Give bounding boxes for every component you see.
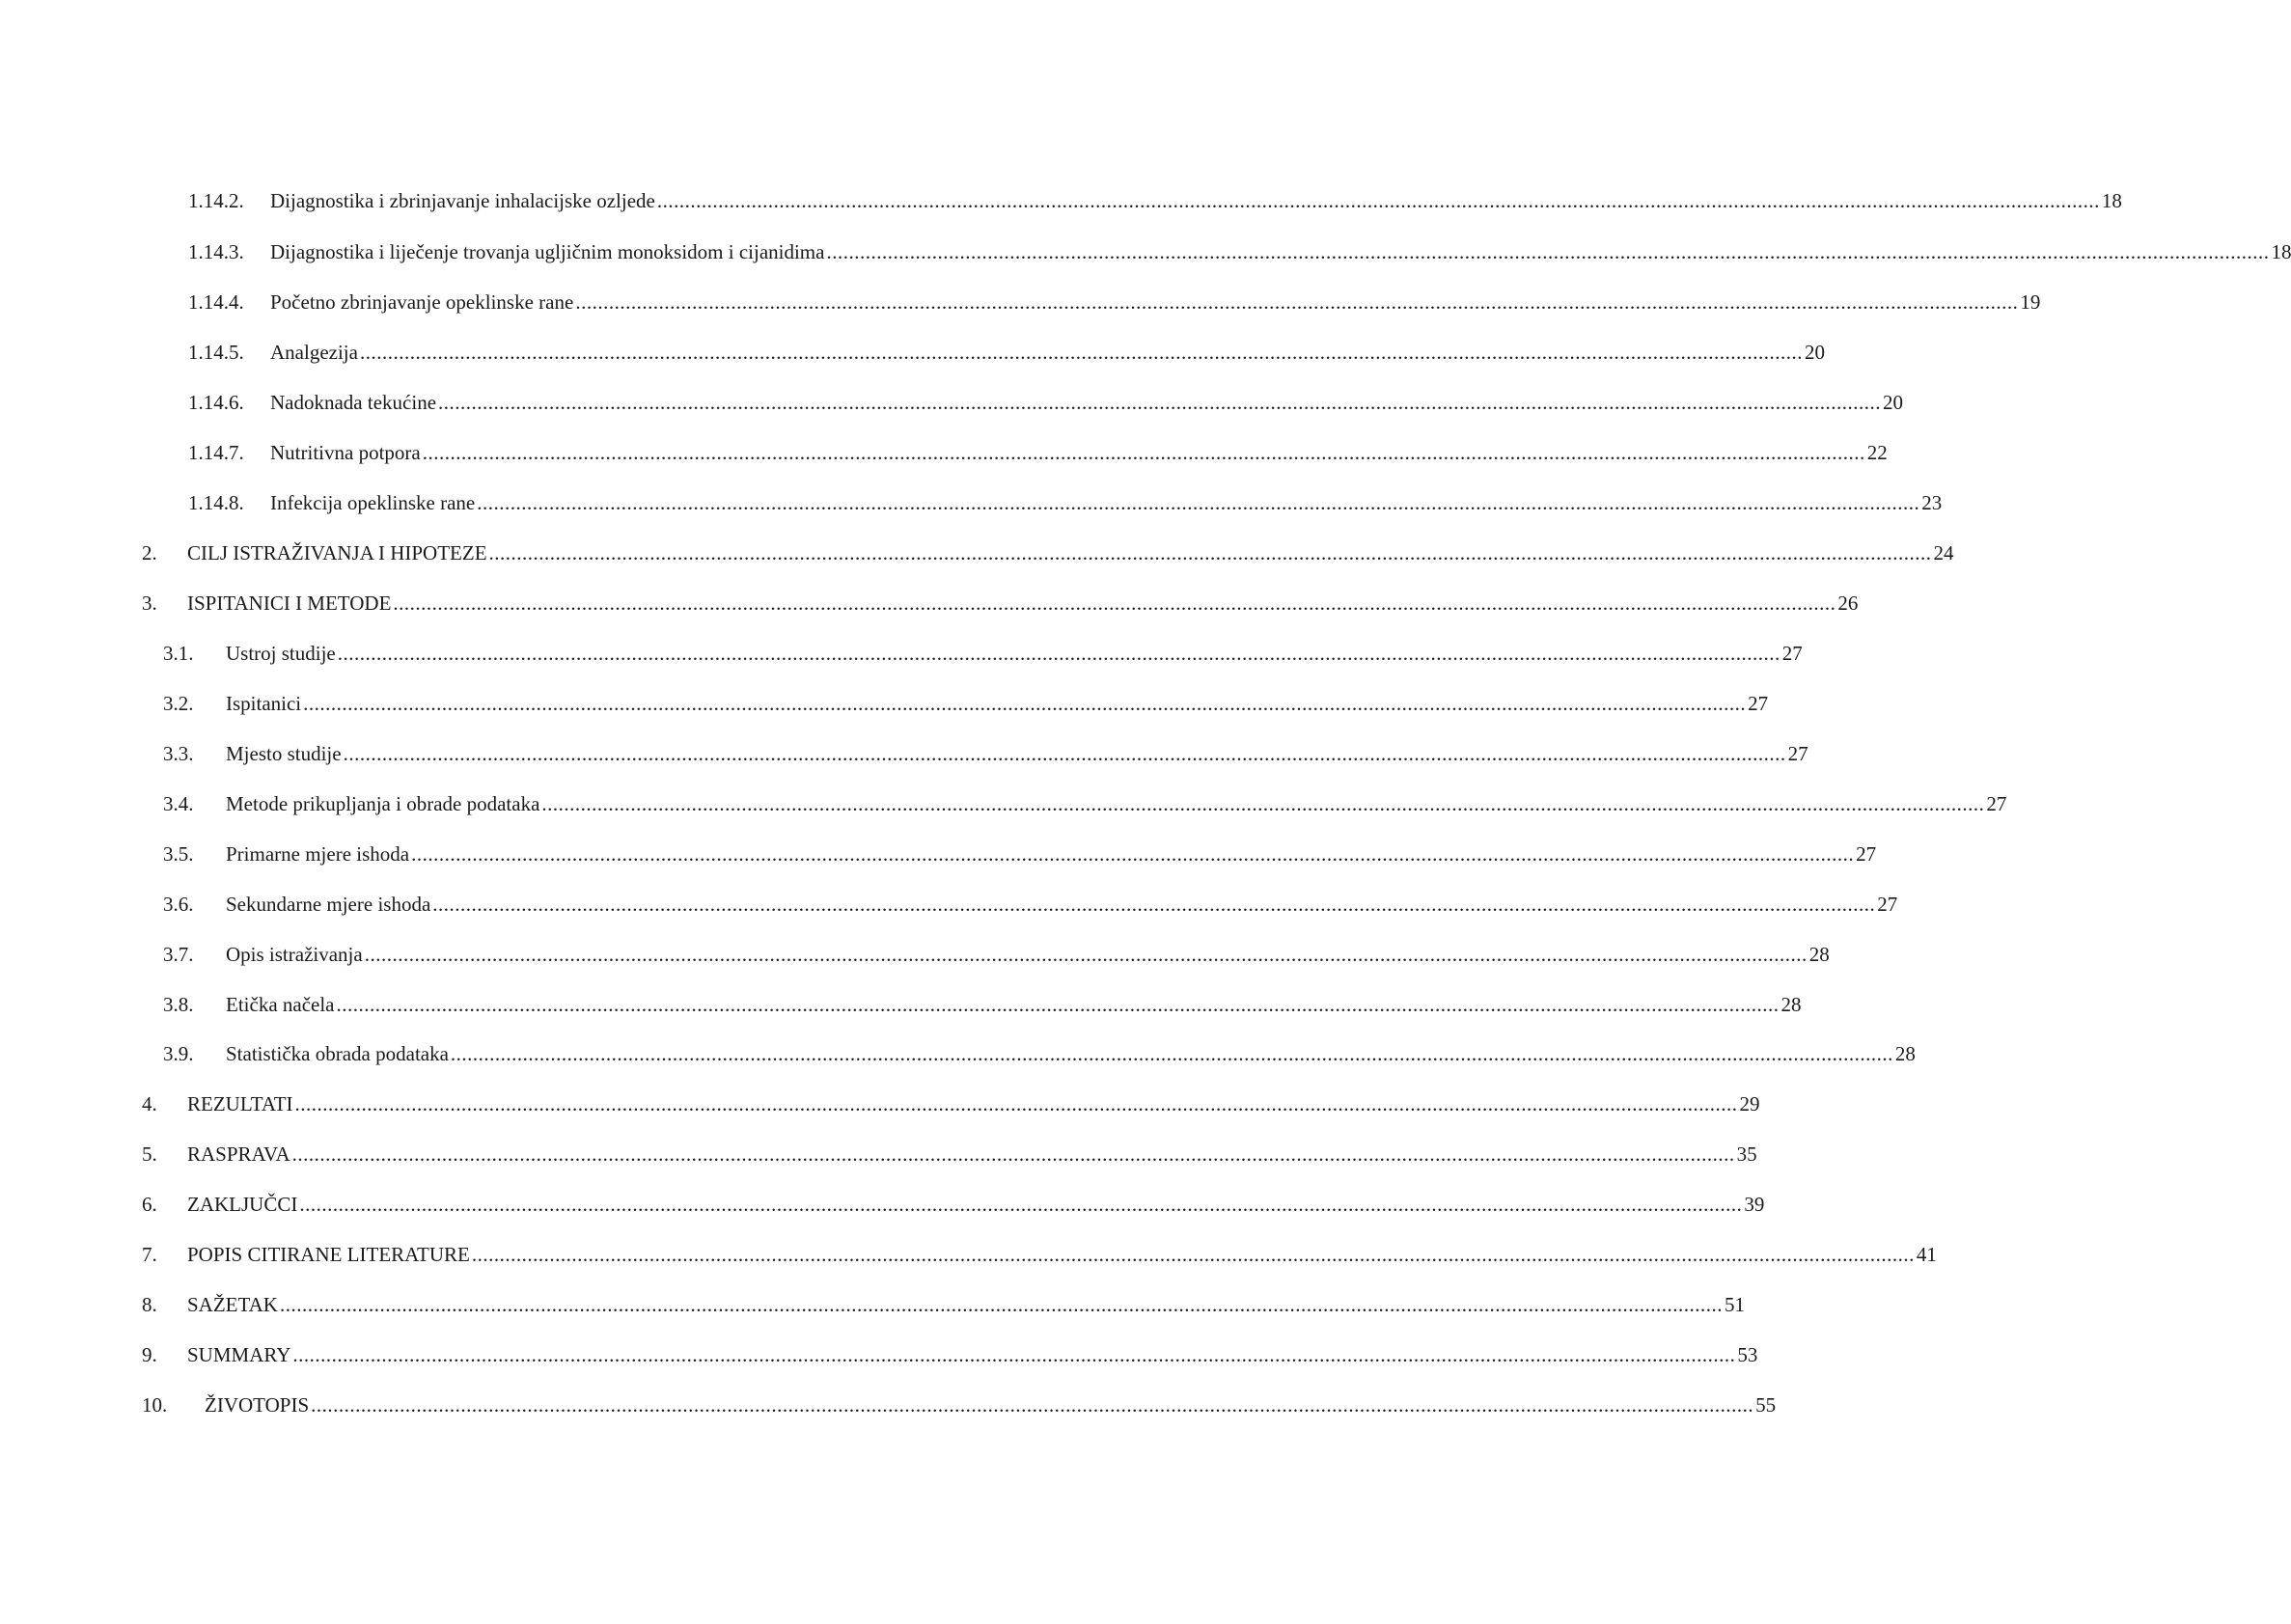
toc-entry-title: ISPITANICI I METODE	[187, 592, 392, 615]
toc-entry-number: 6.	[142, 1193, 157, 1216]
toc-entry[interactable]	[0, 787, 2007, 820]
toc-entry-number: 3.5.	[163, 842, 194, 866]
toc-entry-number: 1.14.5.	[188, 341, 244, 364]
toc-entry-line	[187, 1338, 1758, 1371]
toc-entry-number: 2.	[142, 541, 157, 564]
toc-entry[interactable]	[0, 1238, 1937, 1271]
toc-entry-line	[226, 787, 2007, 820]
dot-leader: ....................................................................................................................................................................................................................................................................	[336, 993, 1780, 1016]
toc-entry-page: 35	[1736, 1142, 1757, 1166]
toc-entry-number: 3.9.	[163, 1042, 194, 1065]
dot-leader: ....................................................................................................................................................................................................................................................................	[471, 1243, 1915, 1266]
toc-entry-page: 20	[1883, 391, 1904, 414]
toc-entry[interactable]	[0, 184, 2122, 217]
toc-entry[interactable]	[0, 1087, 1760, 1120]
toc-entry-line	[187, 537, 1954, 569]
toc-entry-title: Sekundarne mjere ishoda	[226, 893, 431, 916]
toc-entry[interactable]	[0, 938, 1830, 971]
toc-entry-title: Infekcija opeklinske rane	[270, 491, 476, 514]
toc-entry-page: 53	[1737, 1343, 1758, 1366]
toc-entry-page: 27	[1877, 893, 1898, 916]
toc-entry-page: 29	[1739, 1092, 1760, 1115]
dot-leader: ....................................................................................................................................................................................................................................................................	[292, 1343, 1736, 1366]
toc-entry-title: Statistička obrada podataka	[226, 1042, 449, 1065]
toc-entry-line	[187, 587, 1859, 619]
toc-entry-page: 39	[1744, 1193, 1765, 1216]
toc-entry[interactable]	[0, 888, 1898, 921]
toc-entry-number: 9.	[142, 1343, 157, 1366]
toc-entry-page: 18	[2271, 240, 2291, 263]
toc-entry[interactable]	[0, 637, 1803, 670]
dot-leader: ....................................................................................................................................................................................................................................................................	[393, 592, 1836, 615]
toc-entry-title: Analgezija	[270, 341, 358, 364]
toc-entry-line	[226, 938, 1830, 971]
toc-entry-number: 3.6.	[163, 893, 194, 916]
toc-entry[interactable]	[0, 436, 1888, 469]
toc-entry-page: 24	[1933, 541, 1954, 564]
toc-entry-title: Ustroj studije	[226, 642, 336, 665]
dot-leader: ....................................................................................................................................................................................................................................................................	[450, 1042, 1893, 1065]
toc-entry-number: 3.7.	[163, 943, 194, 966]
toc-entry-number: 8.	[142, 1293, 157, 1316]
toc-entry-number: 1.14.4.	[188, 290, 244, 314]
toc-entry-line	[205, 1389, 1777, 1421]
toc-entry-page: 27	[1748, 692, 1769, 715]
dot-leader: ....................................................................................................................................................................................................................................................................	[826, 240, 2270, 263]
toc-entry-title: ŽIVOTOPIS	[205, 1393, 310, 1417]
toc-entry-number: 7.	[142, 1243, 157, 1266]
toc-entry[interactable]	[0, 1138, 1757, 1170]
toc-entry-number: 10.	[142, 1393, 168, 1417]
toc-entry-line	[187, 1188, 1765, 1221]
toc-entry[interactable]	[0, 235, 2291, 268]
dot-leader: ....................................................................................................................................................................................................................................................................	[477, 491, 1920, 514]
toc-entry-number: 3.2.	[163, 692, 194, 715]
dot-leader: ....................................................................................................................................................................................................................................................................	[411, 842, 1855, 866]
toc-entry-page: 22	[1866, 441, 1888, 464]
toc-entry-title: Mjesto studije	[226, 742, 342, 765]
toc-entry-line	[187, 1238, 1937, 1271]
toc-entry-title: Etička načela	[226, 993, 335, 1016]
toc-entry[interactable]	[0, 687, 1769, 720]
toc-entry-line	[226, 637, 1803, 670]
toc-entry-line	[226, 737, 1808, 770]
dot-leader: ....................................................................................................................................................................................................................................................................	[541, 792, 1985, 815]
toc-entry[interactable]	[0, 737, 1808, 770]
toc-entry-page: 18	[2101, 189, 2122, 212]
toc-entry-number: 1.14.2.	[188, 189, 244, 212]
toc-entry-line	[226, 1037, 1916, 1070]
toc-entry[interactable]	[0, 1288, 1745, 1321]
toc-entry-page: 27	[1781, 642, 1803, 665]
toc-entry-number: 1.14.6.	[188, 391, 244, 414]
toc-entry-title: SUMMARY	[187, 1343, 291, 1366]
dot-leader: ....................................................................................................................................................................................................................................................................	[359, 341, 1803, 364]
dot-leader: ....................................................................................................................................................................................................................................................................	[337, 642, 1780, 665]
toc-entry-page: 20	[1804, 341, 1825, 364]
toc-entry-number: 5.	[142, 1142, 157, 1166]
dot-leader: ....................................................................................................................................................................................................................................................................	[294, 1092, 1738, 1115]
toc-entry-number: 1.14.7.	[188, 441, 244, 464]
toc-entry-title: Primarne mjere ishoda	[226, 842, 410, 866]
toc-entry-page: 26	[1837, 592, 1859, 615]
toc-entry-title: Dijagnostika i zbrinjavanje inhalacijske ozljede	[270, 189, 655, 212]
toc-entry-title: Metode prikupljanja i obrade podataka	[226, 792, 540, 815]
toc-entry-title: RASPRAVA	[187, 1142, 290, 1166]
toc-entry-title: Početno zbrinjavanje opeklinske rane	[270, 290, 574, 314]
toc-entry-title: REZULTATI	[187, 1092, 293, 1115]
toc-entry-title: SAŽETAK	[187, 1293, 278, 1316]
toc-entry-line	[270, 386, 1904, 419]
toc-entry[interactable]	[0, 1188, 1765, 1221]
toc-entry-page: 27	[1986, 792, 2007, 815]
toc-entry-line	[270, 184, 2122, 217]
dot-leader: ....................................................................................................................................................................................................................................................................	[656, 189, 2100, 212]
dot-leader: ....................................................................................................................................................................................................................................................................	[575, 290, 2019, 314]
toc-entry[interactable]	[0, 1338, 1758, 1371]
dot-leader: ....................................................................................................................................................................................................................................................................	[422, 441, 1865, 464]
toc-entry-number: 3.1.	[163, 642, 194, 665]
toc-entry-line	[226, 838, 1877, 870]
toc-entry-number: 3.8.	[163, 993, 194, 1016]
toc-entry-page: 41	[1916, 1243, 1937, 1266]
dot-leader: ....................................................................................................................................................................................................................................................................	[291, 1142, 1735, 1166]
toc-entry-page: 51	[1724, 1293, 1745, 1316]
dot-leader: ....................................................................................................................................................................................................................................................................	[299, 1193, 1743, 1216]
dot-leader: ....................................................................................................................................................................................................................................................................	[303, 692, 1747, 715]
dot-leader: ....................................................................................................................................................................................................................................................................	[364, 943, 1808, 966]
toc-entry-number: 4.	[142, 1092, 157, 1115]
toc-entry-page: 27	[1787, 742, 1808, 765]
toc-entry-title: Dijagnostika i liječenje trovanja ugljičnim monoksidom i cijanidima	[270, 240, 825, 263]
toc-entry[interactable]	[0, 587, 1859, 619]
toc-entry-line	[226, 988, 1802, 1021]
toc-entry-number: 1.14.8.	[188, 491, 244, 514]
toc-entry[interactable]	[0, 486, 1943, 519]
toc-entry-line	[187, 1087, 1760, 1120]
toc-entry[interactable]	[0, 838, 1877, 870]
toc-entry-title: Ispitanici	[226, 692, 302, 715]
toc-entry-title: Opis istraživanja	[226, 943, 363, 966]
dot-leader: ....................................................................................................................................................................................................................................................................	[488, 541, 1932, 564]
toc-entry-line	[226, 687, 1769, 720]
dot-leader: ....................................................................................................................................................................................................................................................................	[432, 893, 1876, 916]
toc-entry-line	[187, 1288, 1745, 1321]
toc-entry-line	[270, 235, 2291, 268]
toc-entry-page: 19	[2020, 290, 2041, 314]
toc-entry[interactable]	[0, 336, 1825, 369]
dot-leader: ....................................................................................................................................................................................................................................................................	[343, 742, 1786, 765]
toc-entry[interactable]	[0, 286, 2041, 318]
toc-entry-number: 1.14.3.	[188, 240, 244, 263]
toc-entry[interactable]	[0, 1389, 1777, 1421]
toc-entry-page: 28	[1894, 1042, 1916, 1065]
toc-entry-number: 3.4.	[163, 792, 194, 815]
toc-entry-title: CILJ ISTRAŽIVANJA I HIPOTEZE	[187, 541, 487, 564]
dot-leader: ....................................................................................................................................................................................................................................................................	[279, 1293, 1723, 1316]
toc-entry-title: ZAKLJUČCI	[187, 1193, 298, 1216]
toc-entry[interactable]	[0, 988, 1802, 1021]
toc-entry[interactable]	[0, 386, 1904, 419]
toc-entry-title: Nutritivna potpora	[270, 441, 421, 464]
toc-entry-page: 55	[1755, 1393, 1777, 1417]
dot-leader: ....................................................................................................................................................................................................................................................................	[438, 391, 1882, 414]
toc-entry-title: Nadoknada tekućine	[270, 391, 437, 414]
toc-entry-page: 23	[1921, 491, 1943, 514]
toc-entry-number: 3.	[142, 592, 157, 615]
toc-entry-page: 28	[1808, 943, 1830, 966]
toc-entry-line	[226, 888, 1898, 921]
toc-entry-line	[270, 336, 1825, 369]
toc-entry[interactable]	[0, 1037, 1916, 1070]
dot-leader: ....................................................................................................................................................................................................................................................................	[311, 1393, 1754, 1417]
toc-entry-title: POPIS CITIRANE LITERATURE	[187, 1243, 470, 1266]
toc-entry[interactable]	[0, 537, 1954, 569]
toc-entry-line	[270, 486, 1943, 519]
toc-entry-number: 3.3.	[163, 742, 194, 765]
toc-entry-page: 27	[1856, 842, 1877, 866]
toc-entry-line	[187, 1138, 1757, 1170]
toc-entry-line	[270, 436, 1888, 469]
toc-entry-page: 28	[1780, 993, 1802, 1016]
toc-entry-line	[270, 286, 2041, 318]
